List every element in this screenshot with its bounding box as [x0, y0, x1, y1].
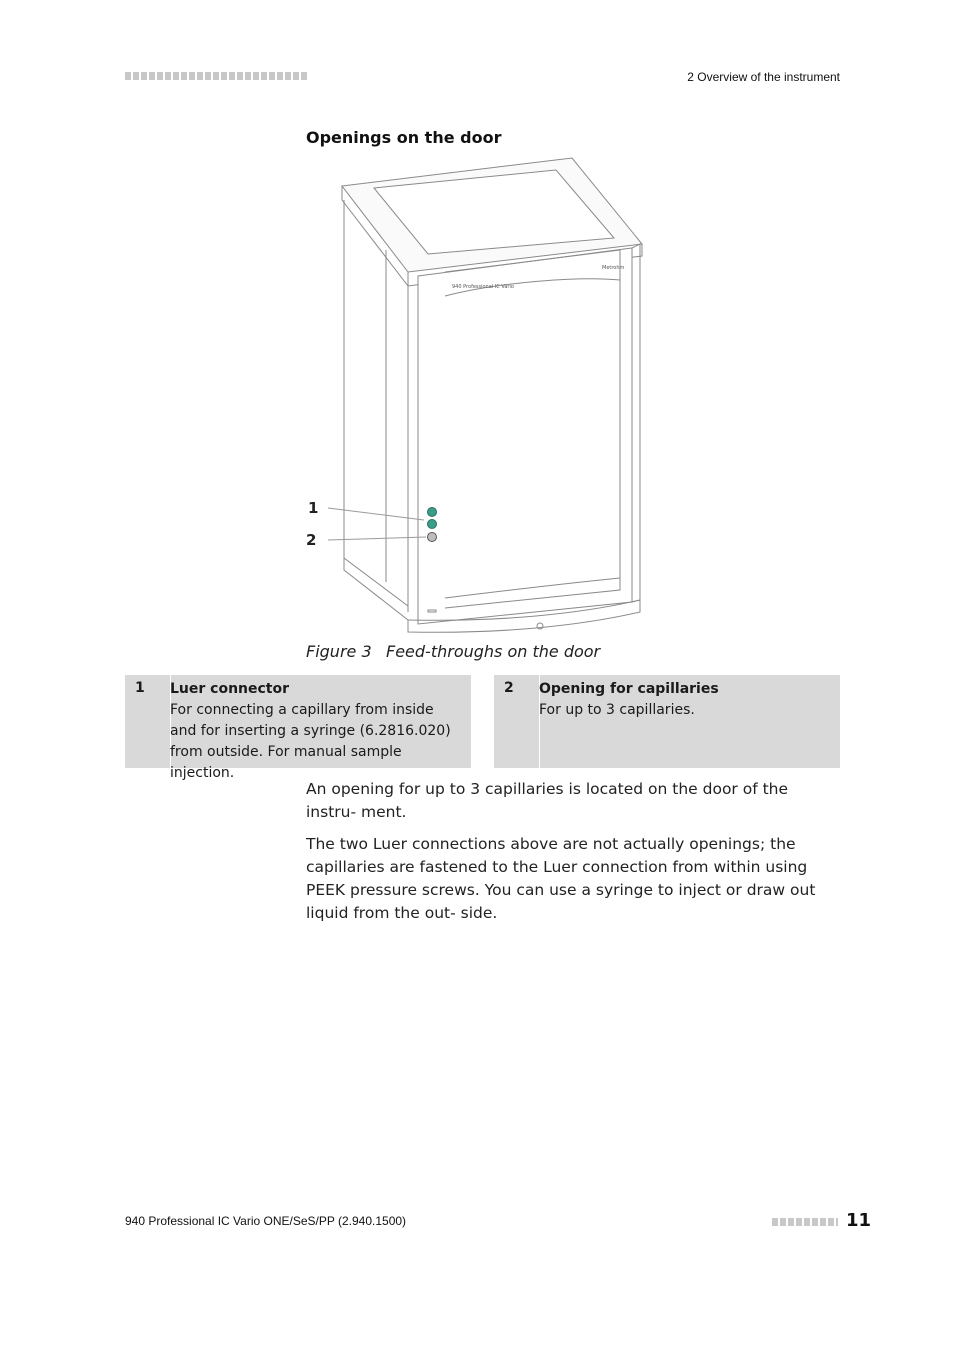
instrument-figure — [300, 150, 650, 640]
legend-item — [494, 675, 840, 768]
legend-number: 1 — [135, 680, 145, 696]
page-number: 11 — [846, 1210, 872, 1231]
legend-title: Luer connector — [170, 681, 290, 697]
legend-text: For up to 3 capillaries. — [539, 702, 695, 718]
brand-label: Metrohm — [602, 265, 625, 271]
instrument-drawing — [300, 150, 650, 640]
callout-2: 2 — [306, 531, 317, 549]
paragraph: The two Luer connections above are not actually openings; the capillaries are fastened to the Luer connection from within using PEEK pressure screws. You can use a syringe to inject or draw out liquid from the out- side. — [306, 835, 816, 922]
running-header: 2 Overview of the instrument — [687, 70, 840, 84]
capillary-opening — [428, 533, 437, 542]
legend-item — [125, 675, 471, 781]
device-label: 940 Professional IC Vario — [452, 284, 514, 290]
figure-label: Figure 3 — [306, 642, 372, 661]
paragraph: An opening for up to 3 capillaries is located on the door of the instru- ment. — [306, 780, 789, 821]
body-text — [306, 778, 840, 934]
legend-title: Opening for capillaries — [539, 681, 719, 697]
legend-text: For connecting a capillary from inside and for inserting a syringe (6.2816.020) from outside. For manual sample injection. — [170, 702, 451, 781]
footer-decoration — [772, 1218, 838, 1226]
section-title: Openings on the door — [306, 128, 502, 147]
luer-connector-upper — [428, 508, 437, 517]
figure-caption-text: Feed-throughs on the door — [386, 642, 601, 661]
luer-connector-lower — [428, 520, 437, 529]
header-decoration — [125, 72, 307, 80]
figure-caption — [306, 642, 600, 661]
legend-number: 2 — [504, 680, 514, 696]
footer-document-title: 940 Professional IC Vario ONE/SeS/PP (2.940.1500) — [125, 1214, 407, 1228]
callout-1: 1 — [308, 499, 319, 517]
